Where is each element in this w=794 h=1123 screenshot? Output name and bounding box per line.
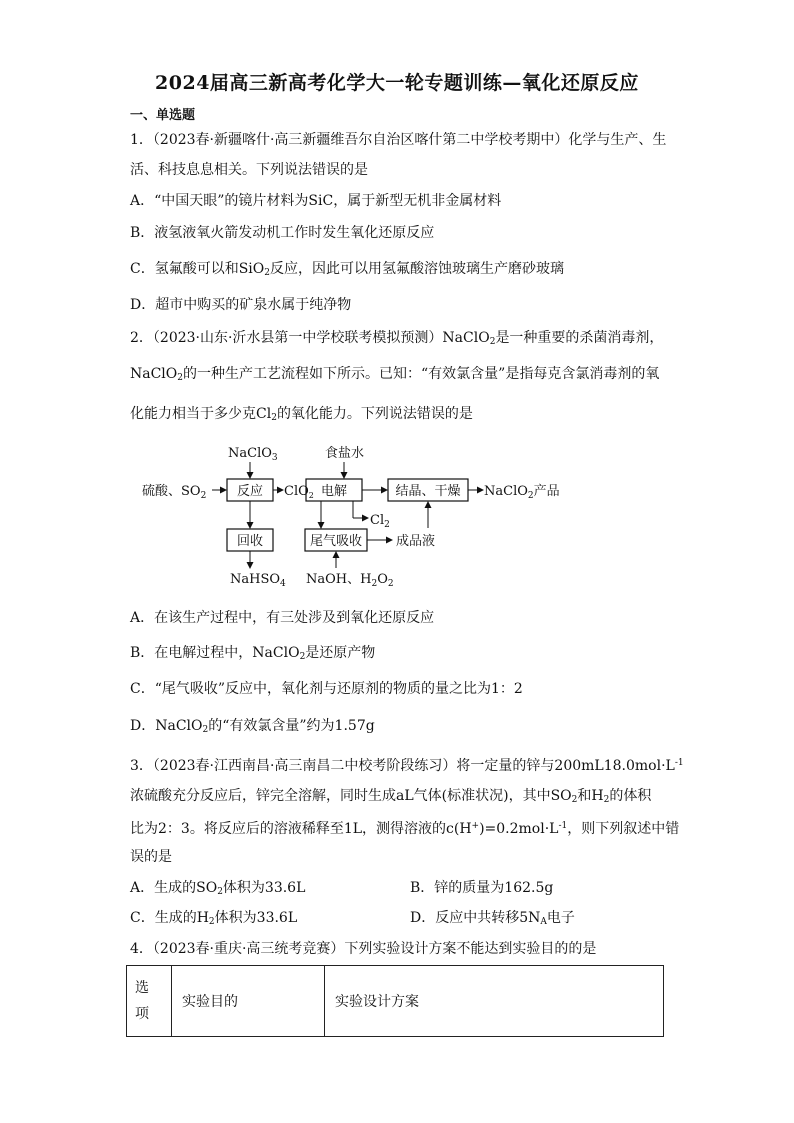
cl2-label: $Cl_2$ xyxy=(370,513,390,530)
q2-option-d: D．NaClO$_2$的“有效氯含量”约为1.57g xyxy=(130,718,375,735)
q1-option-a: A．“中国天眼”的镜片材料为SiC，属于新型无机非金属材料 xyxy=(130,193,502,209)
product-label: NaClO$_2$产品 xyxy=(484,484,560,501)
q2-option-c: C．“尾气吸收”反应中，氧化剂与还原剂的物质的量之比为1：2 xyxy=(130,681,523,697)
input-naclo3: NaClO$_3$ xyxy=(228,446,278,463)
document-title: 2024届高三新高考化学大一轮专题训练—氧化还原反应 xyxy=(155,72,639,94)
q2-option-b: B．在电解过程中，NaClO$_2$是还原产物 xyxy=(130,645,376,662)
finished-liquid-label: 成品液 xyxy=(396,534,436,549)
q1-stem-line2: 活、科技息息相关。下列说法错误的是 xyxy=(130,162,368,178)
q1-option-c: C．氢氟酸可以和SiO$_2$反应，因此可以用氢氟酸溶蚀玻璃生产磨砂玻璃 xyxy=(130,261,564,278)
header-design: 实验设计方案 xyxy=(325,966,664,1037)
box3-label: 结晶、干燥 xyxy=(395,484,461,499)
process-flow-diagram xyxy=(140,440,560,590)
q1-stem-line1: 1．（2023春·新疆喀什·高三新疆维吾尔自治区喀什第二中学校考期中）化学与生产、生 xyxy=(130,132,667,148)
q3-stem-line2: 浓硫酸充分反应后，锌完全溶解，同时生成aL气体(标准状况)，其中$SO_2$和$H_2$的体积 xyxy=(130,788,652,805)
q3-stem-line4: 误的是 xyxy=(130,849,172,865)
input-acid-so2: 硫酸、$SO_2$ xyxy=(142,484,207,501)
box2-label: 电解 xyxy=(320,484,348,499)
table-header-row xyxy=(127,966,664,1037)
q3-option-b: B．锌的质量为162.5g xyxy=(410,880,554,896)
q3-option-c: C．生成的$H_2$体积为33.6L xyxy=(130,910,298,927)
input-naoh-h2o2: NaOH、$H_2O_2$ xyxy=(306,572,394,589)
box5-label: 尾气吸收 xyxy=(309,534,363,549)
q3-option-d: D．反应中共转移$5N_A$电子 xyxy=(410,910,575,927)
q3-stem-line1: 3．（2023春·江西南昌·高三南昌二中校考阶段练习）将一定量的锌与$200mL18.0mol\cdot L^{-1}$ xyxy=(130,758,684,774)
clo2-label: ClO$_2$ xyxy=(284,484,314,500)
output-nahso4: NaHSO$_4$ xyxy=(230,572,286,589)
input-brine: 食盐水 xyxy=(325,446,365,461)
q4-stem: 4．（2023春·重庆·高三统考竞赛）下列实验设计方案不能达到实验目的的是 xyxy=(130,941,597,957)
header-option: 选 项 xyxy=(127,966,172,1037)
q3-option-a: A．生成的$SO_2$体积为33.6L xyxy=(130,880,306,897)
q4-table xyxy=(126,965,664,1037)
q3-stem-line3: 比为2：3。将反应后的溶液稀释至1L，测得溶液的$c(H^+)=0.2mol\cdot L^{-1}$，则下列叙述中错 xyxy=(130,821,680,837)
q1-option-d: D．超市中购买的矿泉水属于纯净物 xyxy=(130,297,352,313)
header-purpose: 实验目的 xyxy=(172,966,325,1037)
box4-label: 回收 xyxy=(236,534,264,549)
q2-stem-line2: NaClO$_2$的一种生产工艺流程如下所示。已知：“有效氯含量”是指每克含氯消毒剂的氧 xyxy=(130,366,660,383)
q2-stem-line3: 化能力相当于多少克$Cl_2$的氧化能力。下列说法错误的是 xyxy=(130,406,473,423)
section-heading: 一、单选题 xyxy=(130,108,196,123)
q2-option-a: A．在该生产过程中，有三处涉及到氧化还原反应 xyxy=(130,610,435,626)
box1-label: 反应 xyxy=(236,484,264,499)
q2-stem-line1: 2．（2023·山东·沂水县第一中学校联考模拟预测）NaClO$_2$是一种重要的杀菌消毒剂， xyxy=(130,330,664,347)
q1-option-b: B．液氢液氧火箭发动机工作时发生氧化还原反应 xyxy=(130,225,435,241)
